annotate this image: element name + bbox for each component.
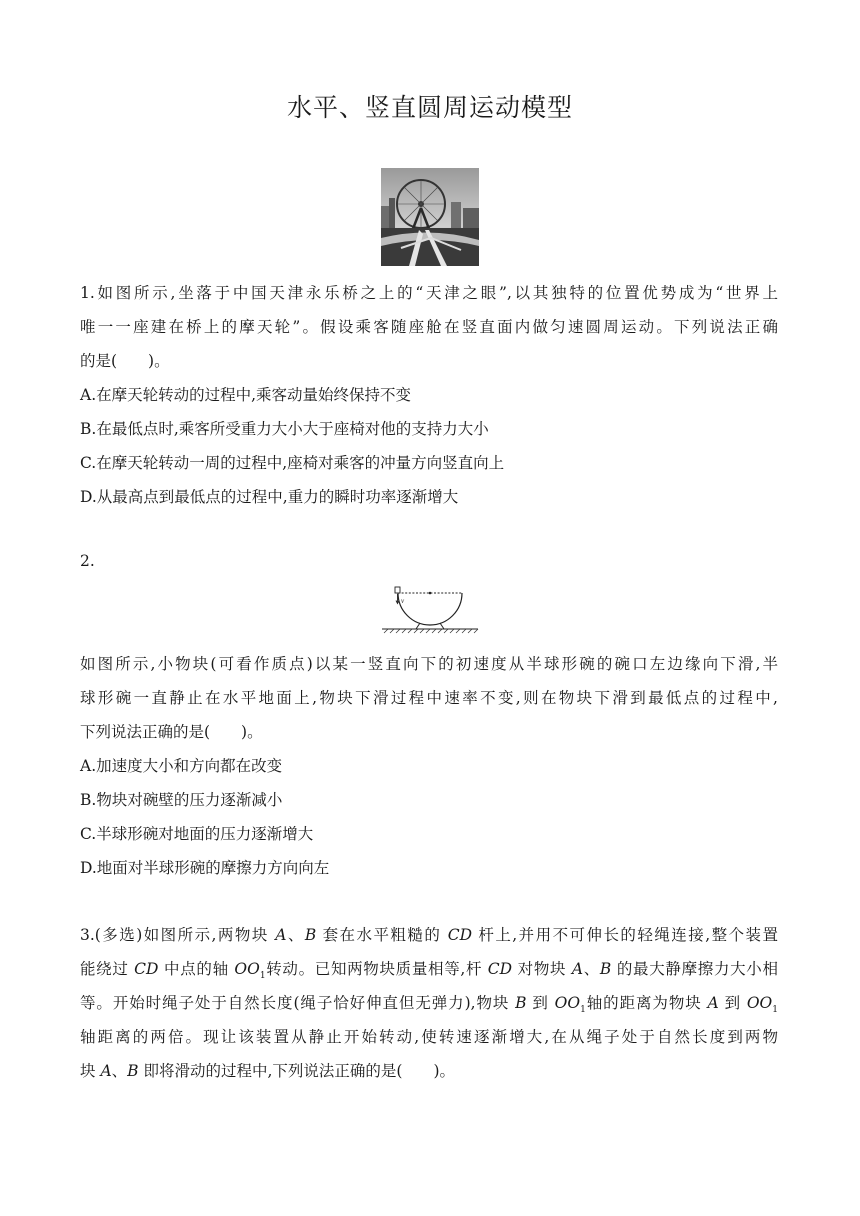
q3-line-2: 能绕过 CD 中点的轴 $OO_1$转动。已知两物块质量相等,杆 CD 对物块 A、B 的最大静摩擦力大小相 <box>80 960 778 982</box>
q1-option-b: B.在最低点时,乘客所受重力大小大于座椅对他的支持力大小 <box>80 420 489 438</box>
q3-line-1: 3.(多选)如图所示,两物块 A、B 套在水平粗糙的 CD 杆上,并用不可伸长的轻绳连接,整个装置 <box>80 926 778 944</box>
q2-number: 2. <box>80 552 95 570</box>
velocity-label: v <box>401 597 405 605</box>
q2-option-d: D.地面对半球形碗的摩擦力方向向左 <box>80 859 330 877</box>
q1-option-c: C.在摩天轮转动一周的过程中,座椅对乘客的冲量方向竖直向上 <box>80 454 505 472</box>
q2-stem-line-1: 如图所示,小物块(可看作质点)以某一竖直向下的初速度从半球形碗的碗口左边缘向下滑,半 <box>80 655 778 673</box>
q2-stem-line-2: 球形碗一直静止在水平地面上,物块下滑过程中速率不变,则在物块下滑到最低点的过程中, <box>80 689 778 707</box>
bowl-diagram <box>380 585 480 635</box>
q1-stem-line-2: 唯一一座建在桥上的摩天轮”。假设乘客随座舱在竖直面内做匀速圆周运动。下列说法正确 <box>80 318 778 336</box>
ferris-wheel-photo <box>381 168 479 266</box>
q1-option-a: A.在摩天轮转动的过程中,乘客动量始终保持不变 <box>80 386 412 404</box>
q1-stem-line-3: 的是( )。 <box>80 352 170 370</box>
page-title: 水平、竖直圆周运动模型 <box>286 93 573 122</box>
q1-option-d: D.从最高点到最低点的过程中,重力的瞬时功率逐渐增大 <box>80 488 459 506</box>
q2-stem-line-3: 下列说法正确的是( )。 <box>80 723 263 741</box>
q2-option-a: A.加速度大小和方向都在改变 <box>80 757 283 775</box>
q2-option-b: B.物块对碗壁的压力逐渐减小 <box>80 791 283 809</box>
q2-option-c: C.半球形碗对地面的压力逐渐增大 <box>80 825 314 843</box>
q3-line-5: 块 A、B 即将滑动的过程中,下列说法正确的是( )。 <box>80 1062 455 1080</box>
q3-line-3: 等。开始时绳子处于自然长度(绳子恰好伸直但无弹力),物块 B 到 $OO_1$轴的距离为物块 A 到 $OO_1$ <box>80 994 778 1016</box>
q3-line-4: 轴距离的两倍。现让该装置从静止开始转动,使转速逐渐增大,在从绳子处于自然长度到两物 <box>80 1028 778 1046</box>
q1-stem-line-1: 1.如图所示,坐落于中国天津永乐桥之上的“天津之眼”,以其独特的位置优势成为“世界上 <box>80 284 778 302</box>
